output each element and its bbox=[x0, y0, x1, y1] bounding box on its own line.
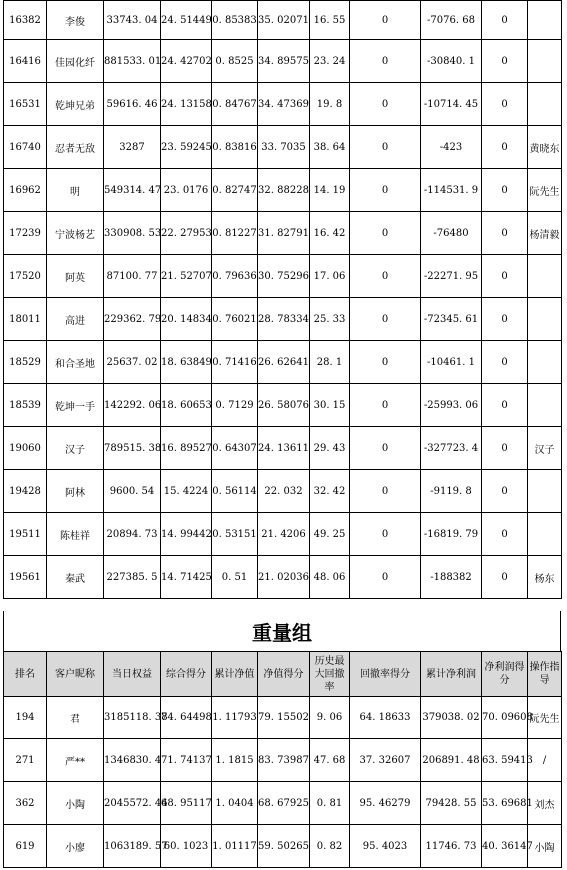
cell-name: 乾坤一手 bbox=[47, 384, 104, 427]
cell-profit: -16819. 79 bbox=[421, 513, 482, 556]
cell-rank: 362 bbox=[4, 782, 47, 825]
cell-nav: 0. 7129 bbox=[212, 384, 258, 427]
table-row bbox=[4, 298, 562, 341]
cell-id: 18529 bbox=[4, 341, 47, 384]
cell-drawdown: 30. 15 bbox=[310, 384, 350, 427]
cell-dd-score: 0 bbox=[350, 212, 421, 255]
cell-profit-score: 40. 36147 bbox=[482, 825, 528, 868]
cell-profit: 79428. 55 bbox=[421, 782, 482, 825]
cell-equity: 59616. 46 bbox=[104, 83, 161, 126]
cell-equity: 229362. 79 bbox=[104, 298, 161, 341]
table-row bbox=[4, 384, 562, 427]
cell-profit: -22271. 95 bbox=[421, 255, 482, 298]
cell-id: 16740 bbox=[4, 126, 47, 169]
cell-drawdown: 19. 8 bbox=[310, 83, 350, 126]
cell-nav: 0. 71416 bbox=[212, 341, 258, 384]
cell-equity: 20894. 73 bbox=[104, 513, 161, 556]
table-row bbox=[4, 470, 562, 513]
cell-nav: 1. 0404 bbox=[212, 782, 258, 825]
cell-dd-score: 95. 46279 bbox=[350, 782, 421, 825]
cell-equity: 9600. 54 bbox=[104, 470, 161, 513]
cell-dd-score: 0 bbox=[350, 470, 421, 513]
cell-guide bbox=[528, 513, 562, 556]
cell-drawdown: 38. 64 bbox=[310, 126, 350, 169]
column-header: 累计净利润 bbox=[421, 652, 482, 697]
cell-equity: 87100. 77 bbox=[104, 255, 161, 298]
cell-id: 16531 bbox=[4, 83, 47, 126]
cell-nav: 0. 8525 bbox=[212, 40, 258, 83]
cell-profit-score: 0 bbox=[482, 384, 528, 427]
cell-nav-score: 28. 78334 bbox=[258, 298, 310, 341]
cell-score: 74. 64498 bbox=[161, 697, 212, 739]
cell-profit: -7076. 68 bbox=[421, 1, 482, 40]
cell-nav-score: 34. 89575 bbox=[258, 40, 310, 83]
cell-equity: 1063189. 57 bbox=[104, 825, 161, 868]
cell-profit: 206891. 48 bbox=[421, 739, 482, 782]
table-row bbox=[4, 40, 562, 83]
cell-equity: 789515. 38 bbox=[104, 427, 161, 470]
cell-name: 乾坤兄弟 bbox=[47, 83, 104, 126]
cell-profit: -25993. 06 bbox=[421, 384, 482, 427]
cell-equity: 330908. 53 bbox=[104, 212, 161, 255]
cell-profit: -72345. 61 bbox=[421, 298, 482, 341]
table-header-row bbox=[4, 652, 562, 697]
cell-dd-score: 0 bbox=[350, 255, 421, 298]
cell-nav: 0. 82747 bbox=[212, 169, 258, 212]
cell-dd-score: 0 bbox=[350, 556, 421, 599]
cell-profit: -30840. 1 bbox=[421, 40, 482, 83]
cell-equity: 2045572. 44 bbox=[104, 782, 161, 825]
ranking-table-continued bbox=[3, 0, 562, 599]
cell-drawdown: 25. 33 bbox=[310, 298, 350, 341]
cell-id: 19428 bbox=[4, 470, 47, 513]
cell-drawdown: 29. 43 bbox=[310, 427, 350, 470]
cell-guide bbox=[528, 255, 562, 298]
cell-nav-score: 34. 47369 bbox=[258, 83, 310, 126]
column-header: 回撤率得分 bbox=[350, 652, 421, 697]
cell-equity: 142292. 06 bbox=[104, 384, 161, 427]
cell-nav: 0. 76021 bbox=[212, 298, 258, 341]
cell-drawdown: 32. 42 bbox=[310, 470, 350, 513]
cell-dd-score: 0 bbox=[350, 126, 421, 169]
cell-profit-score: 0 bbox=[482, 83, 528, 126]
cell-rank: 194 bbox=[4, 697, 47, 739]
cell-rank: 619 bbox=[4, 825, 47, 868]
cell-nav: 1. 01117 bbox=[212, 825, 258, 868]
cell-nav-score: 31. 82791 bbox=[258, 212, 310, 255]
cell-name: 李俊 bbox=[47, 1, 104, 40]
cell-nav-score: 83. 73987 bbox=[258, 739, 310, 782]
table-row bbox=[4, 427, 562, 470]
column-header: 净利润得分 bbox=[482, 652, 528, 697]
cell-guide bbox=[528, 40, 562, 83]
cell-profit: 379038. 02 bbox=[421, 697, 482, 739]
cell-nav: 0. 53151 bbox=[212, 513, 258, 556]
cell-drawdown: 28. 1 bbox=[310, 341, 350, 384]
cell-profit: -10461. 1 bbox=[421, 341, 482, 384]
cell-dd-score: 64. 18633 bbox=[350, 697, 421, 739]
cell-nav: 1. 1815 bbox=[212, 739, 258, 782]
cell-equity: 25637. 02 bbox=[104, 341, 161, 384]
column-header: 历史最大回撤率 bbox=[310, 652, 350, 697]
section-title: 重量组 bbox=[3, 611, 561, 651]
cell-score: 16. 89527 bbox=[161, 427, 212, 470]
cell-id: 16416 bbox=[4, 40, 47, 83]
cell-guide: 刘杰 bbox=[528, 782, 562, 825]
cell-guide bbox=[528, 1, 562, 40]
cell-nav-score: 22. 032 bbox=[258, 470, 310, 513]
cell-name: 阿林 bbox=[47, 470, 104, 513]
cell-score: 23. 0176 bbox=[161, 169, 212, 212]
cell-guide: 阮先生 bbox=[528, 697, 562, 739]
cell-dd-score: 0 bbox=[350, 1, 421, 40]
cell-profit-score: 0 bbox=[482, 40, 528, 83]
cell-nav-score: 24. 13611 bbox=[258, 427, 310, 470]
cell-name: 严** bbox=[47, 739, 104, 782]
cell-nav-score: 33. 7035 bbox=[258, 126, 310, 169]
table-row bbox=[4, 697, 562, 739]
cell-score: 21. 52707 bbox=[161, 255, 212, 298]
cell-drawdown: 16. 42 bbox=[310, 212, 350, 255]
cell-guide bbox=[528, 384, 562, 427]
cell-nav: 0. 84767 bbox=[212, 83, 258, 126]
cell-equity: 33743. 04 bbox=[104, 1, 161, 40]
cell-profit-score: 53. 69681 bbox=[482, 782, 528, 825]
cell-name: 忍者无敌 bbox=[47, 126, 104, 169]
table-row bbox=[4, 739, 562, 782]
cell-name: 小陶 bbox=[47, 782, 104, 825]
cell-equity: 227385. 5 bbox=[104, 556, 161, 599]
cell-name: 高进 bbox=[47, 298, 104, 341]
cell-guide: 黄晓东 bbox=[528, 126, 562, 169]
cell-score: 60. 1023 bbox=[161, 825, 212, 868]
table-row bbox=[4, 556, 562, 599]
cell-equity: 549314. 47 bbox=[104, 169, 161, 212]
cell-guide: 杨东 bbox=[528, 556, 562, 599]
cell-drawdown: 14. 19 bbox=[310, 169, 350, 212]
cell-id: 18011 bbox=[4, 298, 47, 341]
cell-score: 18. 63849 bbox=[161, 341, 212, 384]
cell-profit-score: 0 bbox=[482, 298, 528, 341]
cell-score: 23. 59245 bbox=[161, 126, 212, 169]
cell-nav-score: 21. 02036 bbox=[258, 556, 310, 599]
table-row bbox=[4, 126, 562, 169]
table-row bbox=[4, 825, 562, 868]
cell-drawdown: 0. 81 bbox=[310, 782, 350, 825]
cell-nav: 1. 11793 bbox=[212, 697, 258, 739]
cell-score: 14. 71425 bbox=[161, 556, 212, 599]
cell-nav-score: 68. 67925 bbox=[258, 782, 310, 825]
cell-dd-score: 0 bbox=[350, 298, 421, 341]
cell-drawdown: 9. 06 bbox=[310, 697, 350, 739]
cell-profit: -114531. 9 bbox=[421, 169, 482, 212]
cell-dd-score: 0 bbox=[350, 341, 421, 384]
cell-dd-score: 0 bbox=[350, 40, 421, 83]
cell-score: 20. 14834 bbox=[161, 298, 212, 341]
column-header: 当日权益 bbox=[104, 652, 161, 697]
cell-score: 18. 60653 bbox=[161, 384, 212, 427]
table-row bbox=[4, 1, 562, 40]
cell-dd-score: 0 bbox=[350, 83, 421, 126]
cell-guide: / bbox=[528, 739, 562, 782]
column-header: 操作指导 bbox=[528, 652, 562, 697]
cell-profit-score: 0 bbox=[482, 427, 528, 470]
ranking-table-body bbox=[4, 1, 562, 599]
cell-profit-score: 0 bbox=[482, 169, 528, 212]
cell-nav-score: 79. 15502 bbox=[258, 697, 310, 739]
cell-equity: 3287 bbox=[104, 126, 161, 169]
table-row bbox=[4, 513, 562, 556]
cell-nav: 0. 81227 bbox=[212, 212, 258, 255]
cell-profit: 11746. 73 bbox=[421, 825, 482, 868]
cell-nav-score: 59. 50265 bbox=[258, 825, 310, 868]
cell-name: 陈桂祥 bbox=[47, 513, 104, 556]
cell-score: 14. 99442 bbox=[161, 513, 212, 556]
cell-guide bbox=[528, 470, 562, 513]
cell-guide bbox=[528, 341, 562, 384]
table-row bbox=[4, 341, 562, 384]
cell-score: 22. 27953 bbox=[161, 212, 212, 255]
cell-score: 24. 51449 bbox=[161, 1, 212, 40]
table-row bbox=[4, 169, 562, 212]
cell-drawdown: 48. 06 bbox=[310, 556, 350, 599]
cell-equity: 1346830. 4 bbox=[104, 739, 161, 782]
cell-nav-score: 32. 88228 bbox=[258, 169, 310, 212]
cell-profit: -9119. 8 bbox=[421, 470, 482, 513]
cell-profit: -10714. 45 bbox=[421, 83, 482, 126]
cell-nav-score: 30. 75296 bbox=[258, 255, 310, 298]
cell-nav-score: 26. 58076 bbox=[258, 384, 310, 427]
cell-rank: 271 bbox=[4, 739, 47, 782]
cell-nav: 0. 51 bbox=[212, 556, 258, 599]
cell-guide bbox=[528, 83, 562, 126]
cell-guide: 汉子 bbox=[528, 427, 562, 470]
cell-equity: 881533. 01 bbox=[104, 40, 161, 83]
cell-profit-score: 0 bbox=[482, 212, 528, 255]
cell-nav-score: 26. 62641 bbox=[258, 341, 310, 384]
cell-score: 15. 4224 bbox=[161, 470, 212, 513]
cell-nav: 0. 79636 bbox=[212, 255, 258, 298]
cell-id: 16382 bbox=[4, 1, 47, 40]
cell-drawdown: 49. 25 bbox=[310, 513, 350, 556]
cell-score: 68. 95117 bbox=[161, 782, 212, 825]
column-header: 累计净值 bbox=[212, 652, 258, 697]
cell-profit-score: 70. 09608 bbox=[482, 697, 528, 739]
cell-name: 和合圣地 bbox=[47, 341, 104, 384]
cell-id: 19060 bbox=[4, 427, 47, 470]
cell-name: 小廖 bbox=[47, 825, 104, 868]
cell-name: 阿英 bbox=[47, 255, 104, 298]
cell-dd-score: 0 bbox=[350, 513, 421, 556]
cell-nav: 0. 56114 bbox=[212, 470, 258, 513]
cell-nav: 0. 64307 bbox=[212, 427, 258, 470]
cell-nav-score: 21. 4206 bbox=[258, 513, 310, 556]
cell-guide: 杨清毅 bbox=[528, 212, 562, 255]
heavy-group-table bbox=[3, 651, 562, 868]
table-row bbox=[4, 782, 562, 825]
cell-guide: 阮先生 bbox=[528, 169, 562, 212]
cell-nav: 0. 83816 bbox=[212, 126, 258, 169]
cell-id: 16962 bbox=[4, 169, 47, 212]
cell-drawdown: 0. 82 bbox=[310, 825, 350, 868]
cell-drawdown: 23. 24 bbox=[310, 40, 350, 83]
cell-drawdown: 47. 68 bbox=[310, 739, 350, 782]
cell-name: 宁波杨艺 bbox=[47, 212, 104, 255]
table-row bbox=[4, 255, 562, 298]
column-header: 综合得分 bbox=[161, 652, 212, 697]
cell-id: 18539 bbox=[4, 384, 47, 427]
cell-profit-score: 0 bbox=[482, 513, 528, 556]
cell-id: 19511 bbox=[4, 513, 47, 556]
cell-id: 19561 bbox=[4, 556, 47, 599]
cell-name: 佳园化纤 bbox=[47, 40, 104, 83]
column-header: 客户昵称 bbox=[47, 652, 104, 697]
cell-profit: -188382 bbox=[421, 556, 482, 599]
cell-drawdown: 17. 06 bbox=[310, 255, 350, 298]
cell-drawdown: 16. 55 bbox=[310, 1, 350, 40]
cell-profit-score: 0 bbox=[482, 470, 528, 513]
cell-profit-score: 0 bbox=[482, 1, 528, 40]
cell-name: 明 bbox=[47, 169, 104, 212]
cell-profit-score: 0 bbox=[482, 126, 528, 169]
cell-dd-score: 0 bbox=[350, 169, 421, 212]
cell-name: 汉子 bbox=[47, 427, 104, 470]
cell-profit-score: 63. 59413 bbox=[482, 739, 528, 782]
column-header: 排名 bbox=[4, 652, 47, 697]
cell-score: 24. 42702 bbox=[161, 40, 212, 83]
cell-id: 17520 bbox=[4, 255, 47, 298]
cell-profit-score: 0 bbox=[482, 556, 528, 599]
cell-guide bbox=[528, 298, 562, 341]
cell-profit-score: 0 bbox=[482, 255, 528, 298]
column-header: 净值得分 bbox=[258, 652, 310, 697]
cell-dd-score: 37. 32607 bbox=[350, 739, 421, 782]
heavy-group-table-body bbox=[4, 697, 562, 868]
cell-score: 24. 13158 bbox=[161, 83, 212, 126]
cell-profit: -327723. 4 bbox=[421, 427, 482, 470]
cell-nav: 0. 85383 bbox=[212, 1, 258, 40]
cell-dd-score: 0 bbox=[350, 427, 421, 470]
cell-guide: 小陶 bbox=[528, 825, 562, 868]
table-row bbox=[4, 212, 562, 255]
table-row bbox=[4, 83, 562, 126]
cell-equity: 3185118. 38 bbox=[104, 697, 161, 739]
cell-nav-score: 35. 02071 bbox=[258, 1, 310, 40]
cell-dd-score: 0 bbox=[350, 384, 421, 427]
cell-profit: -76480 bbox=[421, 212, 482, 255]
cell-name: 秦武 bbox=[47, 556, 104, 599]
cell-profit: -423 bbox=[421, 126, 482, 169]
cell-id: 17239 bbox=[4, 212, 47, 255]
cell-profit-score: 0 bbox=[482, 341, 528, 384]
cell-name: 君 bbox=[47, 697, 104, 739]
cell-score: 71. 74137 bbox=[161, 739, 212, 782]
cell-dd-score: 95. 4023 bbox=[350, 825, 421, 868]
